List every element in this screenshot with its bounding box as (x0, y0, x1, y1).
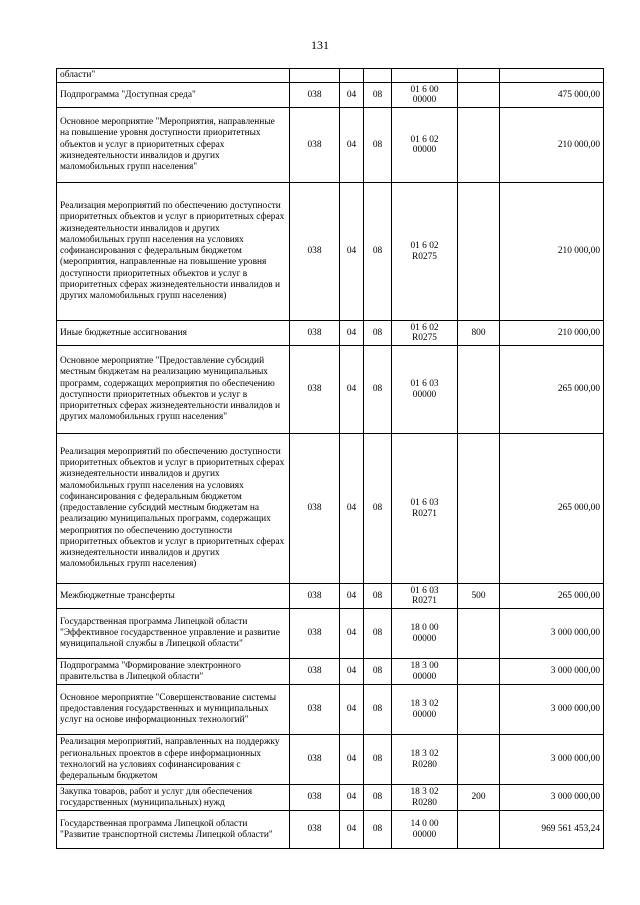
row-subsection: 08 (364, 785, 392, 811)
row-name: Подпрограмма "Доступная среда" (57, 83, 290, 108)
row-grbs: 038 (290, 346, 340, 434)
row-target-code: 18 3 02 00000 (392, 685, 458, 735)
table-row (57, 811, 604, 849)
row-grbs: 038 (290, 659, 340, 685)
row-name: Государственная программа Липецкой области "Эффективное государственное управление и развитие муниципальной службы в Липецкой области" (57, 609, 290, 659)
row-subsection: 08 (364, 108, 392, 183)
row-name: Государственная программа Липецкой области "Развитие транспортной системы Липецкой области" (57, 811, 290, 849)
row-subsection: 08 (364, 735, 392, 785)
row-subsection: 08 (364, 811, 392, 849)
row-section: 04 (340, 108, 364, 183)
row-target-code: 01 6 02 R0275 (392, 321, 458, 346)
row-amount: 210 000,00 (500, 108, 604, 183)
row-expense-type (458, 609, 500, 659)
row-subsection: 08 (364, 183, 392, 321)
row-section: 04 (340, 83, 364, 108)
row-subsection: 08 (364, 659, 392, 685)
row-name: Реализация мероприятий по обеспечению доступности приоритетных объектов и услуг в приоритетных сферах жизнедеятельности инвалидов и других маломобильных групп населения на условиях софинансирования с федеральным бюджетом (мероприятия, направленные на повышение уровня доступности приоритетных объектов и услуг в приоритетных сферах жизнедеятельности инвалидов и других маломобильных групп населения) (57, 183, 290, 321)
row-name: Реализация мероприятий, направленных на поддержку региональных проектов в сфере информационных технологий на условиях софинансирования с федеральным бюджетом (57, 735, 290, 785)
row-subsection: 08 (364, 321, 392, 346)
row-expense-type: 200 (458, 785, 500, 811)
row-grbs: 038 (290, 434, 340, 584)
row-grbs: 038 (290, 584, 340, 609)
row-target-code: 18 3 02 R0280 (392, 735, 458, 785)
row-grbs: 038 (290, 735, 340, 785)
row-grbs: 038 (290, 785, 340, 811)
table-row (57, 785, 604, 811)
row-section: 04 (340, 321, 364, 346)
row-target-code: 01 6 03 R0271 (392, 584, 458, 609)
row-amount: 265 000,00 (500, 434, 604, 584)
row-amount: 475 000,00 (500, 83, 604, 108)
row-name: Основное мероприятие "Совершенствование системы предоставления государственных и муниципальных услуг на основе информационных технологий" (57, 685, 290, 735)
row-expense-type (458, 685, 500, 735)
row-section: 04 (340, 811, 364, 849)
table-row (57, 69, 604, 83)
table-row (57, 183, 604, 321)
row-subsection: 08 (364, 685, 392, 735)
row-section: 04 (340, 685, 364, 735)
row-grbs: 038 (290, 183, 340, 321)
row-amount: 3 000 000,00 (500, 785, 604, 811)
row-section: 04 (340, 584, 364, 609)
table-row (57, 685, 604, 735)
row-expense-type (458, 108, 500, 183)
row-name: Основное мероприятие "Мероприятия, направленные на повышение уровня доступности приоритетных объектов и услуг в приоритетных сферах жизнедеятельности инвалидов и других маломобильных групп населения" (57, 108, 290, 183)
row-target-code: 01 6 00 00000 (392, 83, 458, 108)
row-subsection: 08 (364, 584, 392, 609)
row-section: 04 (340, 609, 364, 659)
row-section: 04 (340, 346, 364, 434)
table-row (57, 609, 604, 659)
row-expense-type (458, 183, 500, 321)
row-expense-type (458, 346, 500, 434)
table-row (57, 108, 604, 183)
page-number: 131 (311, 38, 329, 52)
row-amount: 265 000,00 (500, 584, 604, 609)
row-section: 04 (340, 659, 364, 685)
row-name: Реализация мероприятий по обеспечению доступности приоритетных объектов и услуг в приоритетных сферах жизнедеятельности инвалидов и других маломобильных групп населения на условиях софинансирования с федеральным бюджетом (предоставление субсидий местным бюджетам на реализацию муниципальных программ, содержащих мероприятия по обеспечению доступности приоритетных объектов и услуг в приоритетных сферах жизнедеятельности инвалидов и других маломобильных групп населения) (57, 434, 290, 584)
row-amount: 3 000 000,00 (500, 659, 604, 685)
row-amount: 3 000 000,00 (500, 685, 604, 735)
row-amount (500, 69, 604, 83)
table-row (57, 321, 604, 346)
row-expense-type (458, 811, 500, 849)
table-row (57, 735, 604, 785)
row-amount: 210 000,00 (500, 183, 604, 321)
row-expense-type: 500 (458, 584, 500, 609)
row-name: Иные бюджетные ассигнования (57, 321, 290, 346)
row-amount: 265 000,00 (500, 346, 604, 434)
row-section: 04 (340, 434, 364, 584)
row-section: 04 (340, 183, 364, 321)
row-section: 04 (340, 785, 364, 811)
row-target-code: 18 3 00 00000 (392, 659, 458, 685)
row-target-code: 14 0 00 00000 (392, 811, 458, 849)
row-amount: 210 000,00 (500, 321, 604, 346)
row-subsection: 08 (364, 83, 392, 108)
row-amount: 3 000 000,00 (500, 609, 604, 659)
row-expense-type (458, 735, 500, 785)
budget-table (56, 68, 604, 849)
row-grbs (290, 69, 340, 83)
row-target-code: 18 0 00 00000 (392, 609, 458, 659)
row-target-code: 01 6 02 R0275 (392, 183, 458, 321)
row-name: Межбюджетные трансферты (57, 584, 290, 609)
row-target-code: 01 6 03 00000 (392, 346, 458, 434)
row-grbs: 038 (290, 685, 340, 735)
table-row (57, 584, 604, 609)
row-section (340, 69, 364, 83)
row-name: Основное мероприятие "Предоставление субсидий местным бюджетам на реализацию муниципальных программ, содержащих мероприятия по обеспечению доступности приоритетных объектов и услуг в приоритетных сферах жизнедеятельности инвалидов и других маломобильных групп населения" (57, 346, 290, 434)
row-grbs: 038 (290, 321, 340, 346)
row-target-code (392, 69, 458, 83)
row-expense-type: 800 (458, 321, 500, 346)
row-target-code: 01 6 02 00000 (392, 108, 458, 183)
row-amount: 3 000 000,00 (500, 735, 604, 785)
row-grbs: 038 (290, 609, 340, 659)
row-expense-type (458, 434, 500, 584)
table-row (57, 659, 604, 685)
row-expense-type (458, 659, 500, 685)
table-row (57, 434, 604, 584)
row-name: Закупка товаров, работ и услуг для обеспечения государственных (муниципальных) нужд (57, 785, 290, 811)
row-expense-type (458, 83, 500, 108)
row-target-code: 18 3 02 R0280 (392, 785, 458, 811)
row-amount: 969 561 453,24 (500, 811, 604, 849)
row-grbs: 038 (290, 83, 340, 108)
row-grbs: 038 (290, 811, 340, 849)
row-section: 04 (340, 735, 364, 785)
row-grbs: 038 (290, 108, 340, 183)
table-row (57, 83, 604, 108)
row-subsection: 08 (364, 609, 392, 659)
row-subsection (364, 69, 392, 83)
row-name: Подпрограмма "Формирование электронного правительства в Липецкой области" (57, 659, 290, 685)
row-name: области" (57, 69, 290, 83)
table-row (57, 346, 604, 434)
row-expense-type (458, 69, 500, 83)
row-target-code: 01 6 03 R0271 (392, 434, 458, 584)
row-subsection: 08 (364, 434, 392, 584)
row-subsection: 08 (364, 346, 392, 434)
